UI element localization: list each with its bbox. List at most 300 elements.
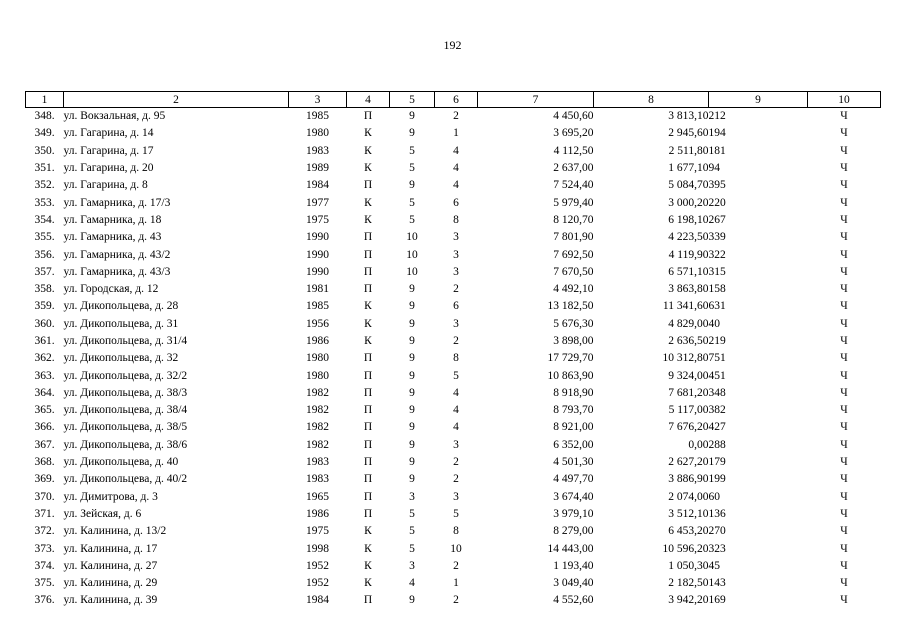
cell-status: Ч [840, 438, 848, 451]
cell-entrances: 6 [453, 196, 459, 209]
cell-row-number: 373. [34, 542, 55, 555]
cell-floors: 5 [409, 525, 415, 538]
cell-row-number: 358. [34, 283, 55, 296]
cell-residents: 631 [708, 300, 726, 313]
cell-status: Ч [840, 179, 848, 192]
cell-address: ул. Калинина, д. 39 [63, 594, 158, 607]
cell-address: ул. Дикопольцева, д. 38/3 [63, 386, 188, 399]
cell-floors: 9 [409, 421, 415, 434]
cell-address: ул. Гагарина, д. 14 [63, 127, 154, 140]
cell-wall-material: К [364, 577, 372, 590]
cell-floors: 4 [409, 577, 415, 590]
table-row [26, 385, 881, 402]
cell-row-number: 360. [34, 317, 55, 330]
cell-address: ул. Городская, д. 12 [63, 283, 159, 296]
column-header-8: 8 [594, 92, 709, 108]
cell-wall-material: П [363, 456, 373, 469]
cell-total-area: 2 637,00 [553, 162, 594, 175]
cell-wall-material: К [364, 196, 372, 209]
table-body [26, 108, 881, 610]
cell-wall-material: П [363, 473, 373, 486]
cell-address: ул. Дикопольцева, д. 28 [63, 300, 179, 313]
cell-residents: 60 [708, 490, 720, 503]
cell-living-area: 3 813,10 [668, 110, 709, 123]
cell-row-number: 354. [34, 213, 55, 226]
cell-residents: 194 [708, 127, 726, 140]
cell-living-area: 6 571,10 [668, 265, 709, 278]
cell-floors: 9 [409, 283, 415, 296]
cell-residents: 451 [708, 369, 726, 382]
table-row [26, 246, 881, 263]
cell-living-area: 10 312,80 [662, 352, 709, 365]
cell-wall-material: П [363, 352, 373, 365]
cell-residents: 270 [708, 525, 726, 538]
table-row [26, 523, 881, 540]
cell-residents: 45 [708, 559, 720, 572]
cell-floors: 9 [409, 456, 415, 469]
cell-living-area: 3 512,10 [668, 507, 709, 520]
cell-entrances: 3 [453, 317, 459, 330]
cell-residents: 382 [708, 404, 726, 417]
cell-entrances: 4 [453, 404, 459, 417]
cell-living-area: 4 829,00 [668, 317, 709, 330]
cell-status: Ч [840, 127, 848, 140]
cell-entrances: 8 [453, 213, 459, 226]
cell-row-number: 366. [34, 421, 55, 434]
table-row [26, 367, 881, 384]
cell-living-area: 6 198,10 [668, 213, 709, 226]
cell-entrances: 2 [453, 283, 459, 296]
cell-status: Ч [840, 559, 848, 572]
table-row [26, 108, 881, 126]
cell-status: Ч [840, 507, 848, 520]
cell-year-built: 1956 [306, 317, 329, 330]
cell-floors: 5 [409, 196, 415, 209]
cell-residents: 315 [708, 265, 726, 278]
cell-status: Ч [840, 421, 848, 434]
cell-floors: 9 [409, 335, 415, 347]
cell-entrances: 1 [453, 577, 459, 590]
cell-total-area: 8 279,00 [553, 525, 594, 538]
cell-living-area: 3 942,20 [668, 594, 709, 607]
table-row [26, 402, 881, 419]
cell-year-built: 1998 [306, 542, 329, 555]
cell-total-area: 10 863,90 [547, 369, 594, 382]
cell-entrances: 4 [453, 144, 459, 157]
cell-address: ул. Дикопольцева, д. 38/6 [63, 438, 188, 451]
cell-status: Ч [840, 577, 848, 590]
cell-year-built: 1984 [306, 179, 329, 192]
cell-status: Ч [840, 248, 848, 261]
cell-wall-material: П [363, 110, 373, 123]
cell-year-built: 1990 [306, 231, 329, 244]
cell-residents: 40 [708, 317, 720, 330]
cell-entrances: 3 [453, 231, 459, 244]
cell-status: Ч [840, 144, 848, 157]
cell-total-area: 3 674,40 [553, 490, 594, 503]
cell-row-number: 359. [34, 300, 55, 313]
cell-status: Ч [840, 265, 848, 278]
cell-floors: 9 [409, 404, 415, 417]
cell-address: ул. Гамарника, д. 43/2 [63, 248, 171, 261]
cell-year-built: 1983 [306, 473, 329, 486]
table-row [26, 194, 881, 211]
cell-total-area: 3 695,20 [553, 127, 594, 140]
cell-row-number: 351. [34, 162, 55, 175]
cell-year-built: 1952 [306, 577, 329, 590]
cell-total-area: 5 676,30 [553, 317, 594, 330]
cell-year-built: 1982 [306, 404, 329, 417]
cell-floors: 9 [409, 127, 415, 140]
cell-year-built: 1977 [306, 196, 329, 209]
cell-residents: 348 [708, 386, 726, 399]
cell-row-number: 376. [34, 594, 55, 607]
cell-wall-material: П [363, 421, 373, 434]
cell-entrances: 3 [453, 265, 459, 278]
cell-row-number: 353. [34, 196, 55, 209]
cell-living-area: 7 676,20 [668, 421, 709, 434]
cell-entrances: 1 [453, 127, 459, 140]
cell-year-built: 1984 [306, 594, 329, 607]
cell-floors: 3 [409, 559, 415, 572]
cell-address: ул. Дикопольцева, д. 32/2 [63, 369, 188, 382]
cell-entrances: 5 [453, 507, 459, 520]
table-row [26, 350, 881, 367]
cell-residents: 181 [708, 144, 726, 157]
cell-residents: 169 [708, 594, 726, 607]
table-row [26, 212, 881, 229]
cell-residents: 136 [708, 507, 726, 520]
housing-registry-table [25, 91, 881, 610]
cell-status: Ч [840, 196, 848, 209]
cell-entrances: 8 [453, 352, 459, 365]
cell-year-built: 1990 [306, 265, 329, 278]
cell-status: Ч [840, 352, 848, 365]
cell-living-area: 10 596,20 [662, 542, 709, 555]
cell-floors: 9 [409, 110, 415, 123]
cell-row-number: 355. [34, 231, 55, 244]
cell-status: Ч [840, 473, 848, 486]
cell-wall-material: К [364, 525, 372, 538]
cell-row-number: 371. [34, 507, 55, 520]
cell-year-built: 1975 [306, 213, 329, 226]
cell-living-area: 2 636,50 [668, 335, 709, 347]
cell-living-area: 4 223,50 [668, 231, 709, 244]
cell-entrances: 3 [453, 248, 459, 261]
cell-total-area: 4 552,60 [553, 594, 594, 607]
cell-floors: 9 [409, 352, 415, 365]
cell-floors: 9 [409, 473, 415, 486]
cell-entrances: 2 [453, 110, 459, 123]
cell-residents: 323 [708, 542, 726, 555]
cell-wall-material: К [364, 559, 372, 572]
cell-residents: 143 [708, 577, 726, 590]
table-row [26, 506, 881, 523]
cell-living-area: 2 627,20 [668, 456, 709, 469]
cell-address: ул. Гагарина, д. 8 [63, 179, 148, 192]
cell-residents: 94 [708, 162, 720, 175]
cell-residents: 395 [708, 179, 726, 192]
cell-wall-material: П [363, 265, 373, 278]
cell-status: Ч [840, 231, 848, 244]
cell-total-area: 8 918,90 [553, 386, 594, 399]
cell-entrances: 2 [453, 559, 459, 572]
cell-year-built: 1981 [306, 283, 329, 296]
cell-row-number: 374. [34, 559, 55, 572]
cell-total-area: 4 492,10 [553, 283, 594, 296]
cell-wall-material: К [364, 213, 372, 226]
cell-address: ул. Гамарника, д. 17/3 [63, 196, 171, 209]
cell-total-area: 3 049,40 [553, 577, 594, 590]
cell-row-number: 365. [34, 404, 55, 417]
cell-living-area: 3 886,90 [668, 473, 709, 486]
column-header-10: 10 [808, 92, 881, 108]
cell-wall-material: К [364, 335, 372, 347]
cell-year-built: 1980 [306, 127, 329, 140]
cell-wall-material: П [363, 594, 373, 607]
cell-floors: 5 [409, 542, 415, 555]
cell-year-built: 1990 [306, 248, 329, 261]
cell-wall-material: П [363, 490, 373, 503]
cell-wall-material: П [363, 438, 373, 451]
cell-entrances: 2 [453, 335, 459, 347]
cell-entrances: 6 [453, 300, 459, 313]
column-header-6: 6 [435, 92, 478, 108]
cell-wall-material: К [364, 300, 372, 313]
cell-residents: 751 [708, 352, 726, 365]
cell-living-area: 1 050,30 [668, 559, 709, 572]
cell-address: ул. Дикопольцева, д. 38/5 [63, 421, 188, 434]
cell-address: ул. Дикопольцева, д. 40 [63, 456, 179, 469]
cell-floors: 5 [409, 144, 415, 157]
cell-total-area: 7 692,50 [553, 248, 594, 261]
cell-living-area: 2 074,00 [668, 490, 709, 503]
cell-total-area: 3 898,00 [553, 335, 594, 347]
cell-living-area: 2 182,50 [668, 577, 709, 590]
cell-row-number: 352. [34, 179, 55, 192]
cell-row-number: 369. [34, 473, 55, 486]
cell-address: ул. Калинина, д. 27 [63, 559, 158, 572]
cell-status: Ч [840, 404, 848, 417]
cell-floors: 5 [409, 213, 415, 226]
cell-total-area: 4 497,70 [553, 473, 594, 486]
cell-residents: 158 [708, 283, 726, 296]
cell-year-built: 1975 [306, 525, 329, 538]
cell-wall-material: П [363, 283, 373, 296]
cell-living-area: 9 324,00 [668, 369, 709, 382]
cell-living-area: 0,00 [688, 438, 709, 451]
cell-address: ул. Гамарника, д. 43 [63, 231, 162, 244]
table-row [26, 125, 881, 142]
column-header-7: 7 [478, 92, 594, 108]
cell-living-area: 6 453,20 [668, 525, 709, 538]
cell-residents: 427 [708, 421, 726, 434]
cell-entrances: 4 [453, 179, 459, 192]
cell-wall-material: П [363, 369, 373, 382]
cell-living-area: 2 511,80 [668, 144, 709, 157]
table-row [26, 143, 881, 160]
cell-year-built: 1986 [306, 335, 329, 347]
cell-row-number: 368. [34, 456, 55, 469]
cell-address: ул. Дикопольцева, д. 32 [63, 352, 179, 365]
cell-status: Ч [840, 369, 848, 382]
cell-year-built: 1965 [306, 490, 329, 503]
cell-year-built: 1980 [306, 369, 329, 382]
cell-entrances: 4 [453, 162, 459, 175]
cell-status: Ч [840, 542, 848, 555]
cell-residents: 219 [708, 335, 726, 347]
cell-entrances: 2 [453, 473, 459, 486]
table-row [26, 281, 881, 298]
table-row [26, 437, 881, 454]
cell-entrances: 4 [453, 421, 459, 434]
cell-floors: 9 [409, 438, 415, 451]
column-header-5: 5 [390, 92, 435, 108]
cell-residents: 220 [708, 196, 726, 209]
cell-total-area: 14 443,00 [547, 542, 594, 555]
cell-living-area: 4 119,90 [668, 248, 709, 261]
cell-row-number: 372. [34, 525, 55, 538]
cell-year-built: 1989 [306, 162, 329, 175]
cell-wall-material: П [363, 179, 373, 192]
cell-entrances: 5 [453, 369, 459, 382]
cell-total-area: 13 182,50 [547, 300, 594, 313]
cell-row-number: 356. [34, 248, 55, 261]
cell-address: ул. Дикопольцева, д. 38/4 [63, 404, 188, 417]
table-row [26, 592, 881, 609]
column-header-9: 9 [709, 92, 808, 108]
table-row [26, 316, 881, 333]
cell-total-area: 3 979,10 [553, 507, 594, 520]
cell-total-area: 8 793,70 [553, 404, 594, 417]
cell-entrances: 4 [453, 386, 459, 399]
cell-row-number: 361. [34, 335, 55, 347]
cell-total-area: 4 501,30 [553, 456, 594, 469]
cell-row-number: 367. [34, 438, 55, 451]
cell-living-area: 5 084,70 [668, 179, 709, 192]
cell-address: ул. Дикопольцева, д. 31/4 [63, 335, 188, 347]
cell-address: ул. Вокзальная, д. 95 [63, 110, 166, 123]
cell-total-area: 4 450,60 [553, 110, 594, 123]
cell-floors: 10 [406, 231, 418, 244]
cell-living-area: 1 677,10 [668, 162, 709, 175]
cell-row-number: 375. [34, 577, 55, 590]
cell-floors: 5 [409, 507, 415, 520]
cell-status: Ч [840, 490, 848, 503]
cell-address: ул. Гагарина, д. 17 [63, 144, 154, 157]
cell-year-built: 1985 [306, 110, 329, 123]
cell-row-number: 364. [34, 386, 55, 399]
cell-residents: 179 [708, 456, 726, 469]
cell-address: ул. Дикопольцева, д. 31 [63, 317, 179, 330]
cell-floors: 9 [409, 369, 415, 382]
cell-floors: 5 [409, 162, 415, 175]
cell-total-area: 8 120,70 [553, 213, 594, 226]
table-row [26, 264, 881, 281]
cell-residents: 339 [708, 231, 726, 244]
cell-year-built: 1983 [306, 144, 329, 157]
table-row [26, 229, 881, 246]
cell-wall-material: П [363, 248, 373, 261]
cell-address: ул. Гамарника, д. 43/3 [63, 265, 171, 278]
cell-row-number: 350. [34, 144, 55, 157]
cell-total-area: 4 112,50 [553, 144, 594, 157]
cell-total-area: 8 921,00 [553, 421, 594, 434]
cell-address: ул. Гагарина, д. 20 [63, 162, 154, 175]
cell-row-number: 349. [34, 127, 55, 140]
table-row [26, 489, 881, 506]
cell-living-area: 5 117,00 [668, 404, 709, 417]
cell-total-area: 7 801,90 [553, 231, 594, 244]
cell-year-built: 1983 [306, 456, 329, 469]
cell-year-built: 1980 [306, 352, 329, 365]
cell-residents: 288 [708, 438, 726, 451]
page-number: 192 [443, 38, 462, 52]
cell-row-number: 362. [34, 352, 55, 365]
cell-floors: 10 [406, 248, 418, 261]
cell-total-area: 7 670,50 [553, 265, 594, 278]
cell-year-built: 1952 [306, 559, 329, 572]
cell-floors: 3 [409, 490, 415, 503]
cell-residents: 322 [708, 248, 726, 261]
cell-row-number: 357. [34, 265, 55, 278]
cell-entrances: 2 [453, 594, 459, 607]
cell-row-number: 363. [34, 369, 55, 382]
cell-total-area: 5 979,40 [553, 196, 594, 209]
cell-total-area: 7 524,40 [553, 179, 594, 192]
cell-total-area: 6 352,00 [553, 438, 594, 451]
cell-floors: 9 [409, 594, 415, 607]
cell-status: Ч [840, 162, 848, 175]
column-header-2: 2 [64, 92, 289, 108]
cell-status: Ч [840, 456, 848, 469]
cell-floors: 9 [409, 386, 415, 399]
table-row [26, 160, 881, 177]
cell-floors: 9 [409, 300, 415, 313]
cell-living-area: 2 945,60 [668, 127, 709, 140]
cell-wall-material: П [363, 231, 373, 244]
cell-entrances: 3 [453, 490, 459, 503]
cell-year-built: 1982 [306, 438, 329, 451]
table-row [26, 177, 881, 194]
cell-address: ул. Калинина, д. 17 [63, 542, 158, 555]
cell-address: ул. Дикопольцева, д. 40/2 [63, 473, 188, 486]
cell-total-area: 1 193,40 [553, 559, 594, 572]
cell-wall-material: П [363, 507, 373, 520]
cell-address: ул. Гамарника, д. 18 [63, 213, 162, 226]
cell-wall-material: К [364, 144, 372, 157]
cell-status: Ч [840, 335, 848, 347]
cell-status: Ч [840, 300, 848, 313]
cell-year-built: 1985 [306, 300, 329, 313]
cell-address: ул. Калинина, д. 29 [63, 577, 158, 590]
table-row [26, 575, 881, 592]
cell-status: Ч [840, 386, 848, 399]
cell-year-built: 1982 [306, 386, 329, 399]
cell-entrances: 3 [453, 438, 459, 451]
cell-total-area: 17 729,70 [547, 352, 594, 365]
cell-floors: 9 [409, 317, 415, 330]
cell-entrances: 2 [453, 456, 459, 469]
cell-address: ул. Димитрова, д. 3 [63, 490, 158, 503]
column-header-3: 3 [289, 92, 347, 108]
cell-entrances: 8 [453, 525, 459, 538]
cell-row-number: 348. [34, 110, 55, 123]
column-header-4: 4 [347, 92, 390, 108]
cell-address: ул. Калинина, д. 13/2 [63, 525, 167, 538]
table-row [26, 419, 881, 436]
cell-wall-material: К [364, 317, 372, 330]
